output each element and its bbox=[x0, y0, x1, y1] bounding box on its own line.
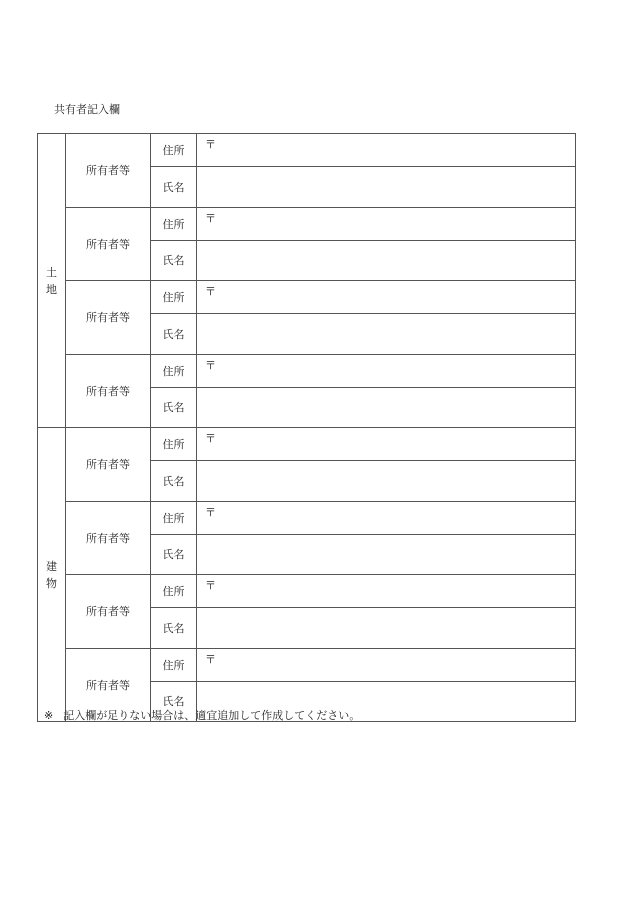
category-cell: 土 地 bbox=[38, 134, 66, 428]
owner-label-cell: 所有者等 bbox=[66, 354, 151, 428]
name-label: 氏名 bbox=[151, 608, 197, 649]
address-label: 住所 bbox=[151, 428, 197, 461]
address-input[interactable]: 〒 bbox=[197, 281, 576, 314]
name-label: 氏名 bbox=[151, 167, 197, 208]
name-label: 氏名 bbox=[151, 461, 197, 502]
address-input[interactable]: 〒 bbox=[197, 648, 576, 681]
co-owner-table bbox=[37, 133, 576, 722]
owner-address-row bbox=[38, 281, 576, 314]
owner-label-cell: 所有者等 bbox=[66, 501, 151, 575]
owner-label-cell: 所有者等 bbox=[66, 281, 151, 355]
section-title: 共有者記入欄 bbox=[54, 103, 120, 116]
name-input[interactable] bbox=[197, 534, 576, 575]
owner-address-row bbox=[38, 354, 576, 387]
address-label: 住所 bbox=[151, 207, 197, 240]
name-input[interactable] bbox=[197, 167, 576, 208]
owner-address-row bbox=[38, 428, 576, 461]
owner-label-cell: 所有者等 bbox=[66, 648, 151, 722]
owner-address-row bbox=[38, 134, 576, 167]
name-input[interactable] bbox=[197, 240, 576, 281]
name-input[interactable] bbox=[197, 461, 576, 502]
address-label: 住所 bbox=[151, 134, 197, 167]
address-input[interactable]: 〒 bbox=[197, 134, 576, 167]
owner-label-cell: 所有者等 bbox=[66, 207, 151, 281]
address-input[interactable]: 〒 bbox=[197, 575, 576, 608]
footnote bbox=[44, 707, 360, 723]
address-label: 住所 bbox=[151, 281, 197, 314]
address-input[interactable]: 〒 bbox=[197, 354, 576, 387]
address-label: 住所 bbox=[151, 354, 197, 387]
owner-address-row bbox=[38, 207, 576, 240]
name-input[interactable] bbox=[197, 608, 576, 649]
address-input[interactable]: 〒 bbox=[197, 501, 576, 534]
address-label: 住所 bbox=[151, 648, 197, 681]
address-input[interactable]: 〒 bbox=[197, 207, 576, 240]
name-label: 氏名 bbox=[151, 314, 197, 355]
name-input[interactable] bbox=[197, 387, 576, 428]
name-label: 氏名 bbox=[151, 534, 197, 575]
owner-label-cell: 所有者等 bbox=[66, 134, 151, 208]
owner-address-row bbox=[38, 575, 576, 608]
owner-label-cell: 所有者等 bbox=[66, 575, 151, 649]
note-mark: ※ bbox=[44, 709, 54, 722]
name-label: 氏名 bbox=[151, 240, 197, 281]
note-text: 記入欄が足りない場合は、適宜追加して作成してください。 bbox=[63, 709, 361, 722]
address-label: 住所 bbox=[151, 575, 197, 608]
owner-address-row bbox=[38, 648, 576, 681]
name-label: 氏名 bbox=[151, 681, 197, 722]
name-label: 氏名 bbox=[151, 387, 197, 428]
category-cell: 建 物 bbox=[38, 428, 66, 722]
address-label: 住所 bbox=[151, 501, 197, 534]
owner-label-cell: 所有者等 bbox=[66, 428, 151, 502]
name-input[interactable] bbox=[197, 314, 576, 355]
address-input[interactable]: 〒 bbox=[197, 428, 576, 461]
owner-address-row bbox=[38, 501, 576, 534]
